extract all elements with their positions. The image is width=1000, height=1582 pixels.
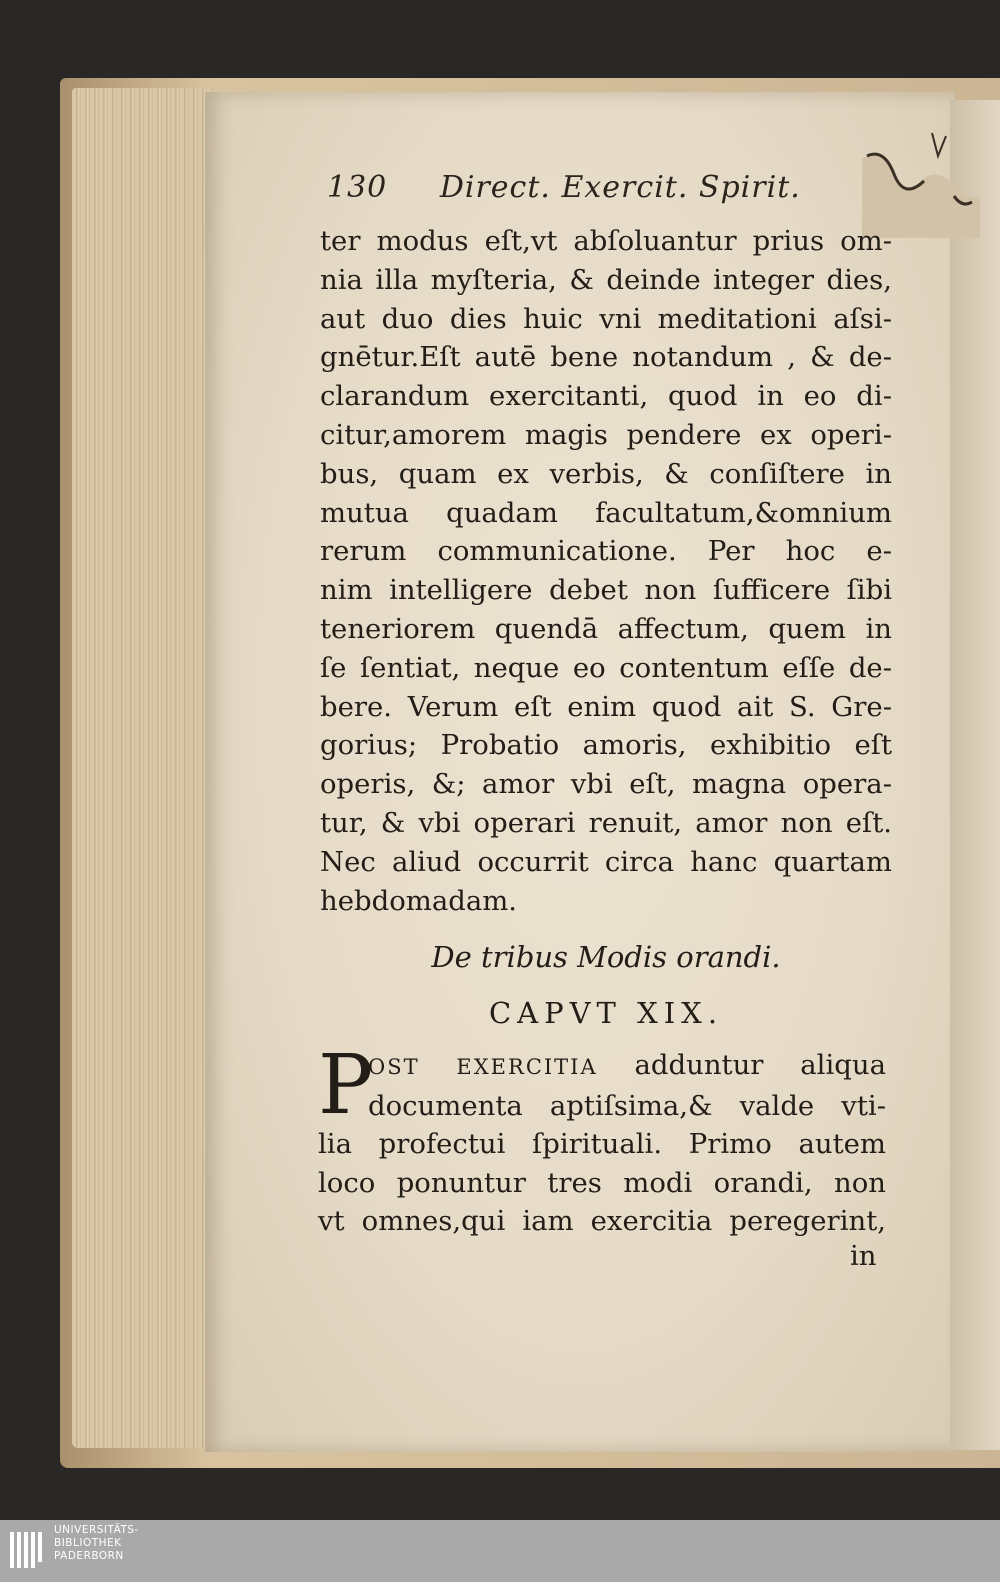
running-title: Direct. Exercit. Spirit. <box>439 170 801 205</box>
library-logo-text <box>54 1524 139 1563</box>
text-line <box>318 1046 886 1087</box>
chapter-heading: CAPVT XIX. <box>488 996 724 1030</box>
text-line: documenta aptiſsima,& valde vti- <box>368 1089 886 1122</box>
text-line: gorius; Probatio amoris, exhibitio eſt <box>320 729 892 762</box>
chapter-paragraph <box>318 1038 886 1241</box>
text-line: ſe ſentiat, neque eo contentum eſſe de- <box>320 651 892 684</box>
small-caps-opening: OST EXERCITIA <box>368 1055 598 1079</box>
text-line: clarandum exercitanti, quod in eo di- <box>320 380 892 413</box>
text-line: vt omnes,qui iam exercitia peregerint, <box>318 1205 886 1237</box>
text-line: mutua quadam facultatum,&omnium <box>320 496 892 529</box>
text-line: Nec aliud occurrit circa hanc quartam <box>320 845 892 878</box>
text-line: bus, quam ex verbis, & conſiſtere in <box>320 457 892 490</box>
catchword: in <box>850 1240 877 1272</box>
page-edges <box>72 88 212 1448</box>
text-line: ter modus eſt,vt abſoluantur prius om- <box>320 225 892 257</box>
text-line: bere. Verum eſt enim quod ait S. Gre- <box>320 690 892 723</box>
logo-line: UNIVERSITÄTS- <box>54 1524 139 1536</box>
page-number: 130 <box>327 170 388 205</box>
text-line: teneriorem quendā affectum, quem in <box>320 612 892 645</box>
footer-bar <box>0 1520 1000 1582</box>
torn-corner-mark <box>862 118 982 238</box>
drop-cap: P <box>318 1038 374 1133</box>
logo-line: PADERBORN <box>54 1550 124 1562</box>
text-line: hebdomadam. <box>320 884 518 917</box>
text-line: aut duo dies huic vni meditationi aſsi- <box>320 302 892 335</box>
text-line: citur,amorem magis pendere ex operi- <box>320 418 892 451</box>
logo-line: BIBLIOTHEK <box>54 1537 122 1549</box>
text-line: gnētur.Eſt autē bene notandum , & de- <box>320 341 892 374</box>
adjacent-page-edge <box>950 100 1000 1450</box>
text-line: lia profectui ſpirituali. Primo autem <box>318 1128 886 1160</box>
body-text <box>320 222 892 920</box>
text-line: tur, & vbi operari renuit, amor non eſt. <box>320 806 892 839</box>
text-line: nim intelligere debet non ſufficere ſibi <box>320 574 892 607</box>
text-line: operis, &; amor vbi eſt, magna opera- <box>320 768 892 801</box>
section-subtitle: De tribus Modis orandi. <box>431 940 781 974</box>
text-line: nia illa myſteria, & deinde integer dies, <box>320 263 892 296</box>
text-line: loco ponuntur tres modi orandi, non <box>318 1166 886 1199</box>
library-logo-icon <box>8 1526 48 1574</box>
text-line: rerum communicatione. Per hoc e- <box>320 535 892 568</box>
running-header <box>327 170 801 205</box>
text-line-rest: adduntur aliqua <box>597 1049 886 1081</box>
